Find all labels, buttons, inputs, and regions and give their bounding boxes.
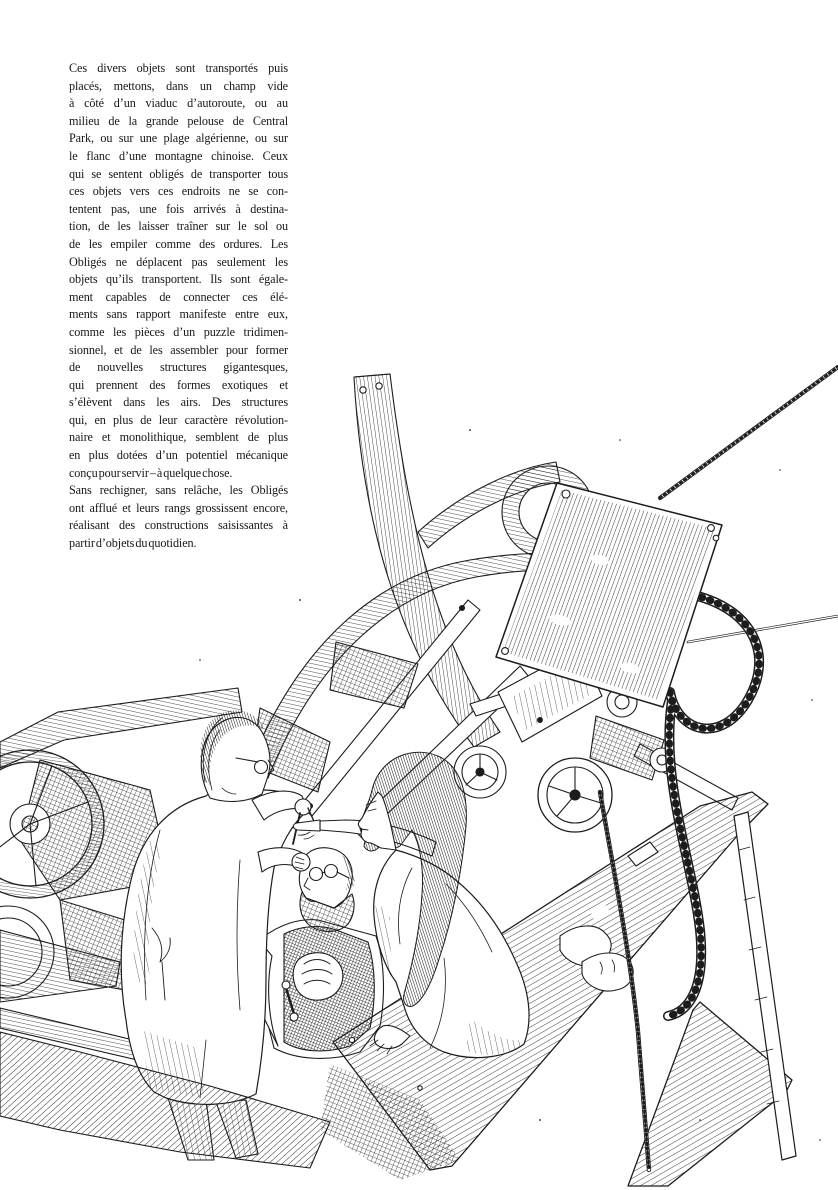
text-line: en plus dotées d’un potentiel mécanique (69, 448, 288, 463)
text-line: placés, mettons, dans un champ vide (69, 78, 288, 93)
taut-rope-upper (660, 367, 838, 498)
text-line: le flanc d’une montagne chinoise. Ceux (69, 148, 288, 163)
text-line: sionnel, et de les assembler pour former (69, 342, 288, 357)
text-line: à côté d’un viaduc d’autoroute, ou au (69, 96, 288, 111)
text-line: ces objets vers ces endroits ne se con- (69, 184, 288, 199)
text-line: naire et monolithique, semblent de plus (69, 430, 288, 445)
text-line: de les empiler comme des ordures. Les (69, 236, 288, 251)
text-line: s’élèvent dans les airs. Des structures (69, 395, 288, 410)
text-line: milieu de la grande pelouse de Central (69, 113, 288, 128)
text-line: réalisant des constructions saisissantes à (69, 518, 288, 533)
text-line: qui prennent des formes exotiques et (69, 377, 288, 392)
text-line: ment capables de connecter ces élé- (69, 289, 288, 304)
text-line: ont afflué et leurs rangs grossissent encore, (69, 500, 288, 515)
text-line: conçu pour servir – à quelque chose. (69, 465, 233, 480)
text-line: Ces divers objets sont transportés puis (69, 61, 288, 75)
text-line: tentent pas, une fois arrivés à destina- (69, 201, 288, 216)
text-line: de nouvelles structures gigantesques, (69, 360, 288, 375)
text-line: partir d’objets du quotidien. (69, 536, 197, 551)
text-line: objets qu’ils transportent. Ils sont égale- (69, 272, 288, 287)
thin-rod (688, 616, 838, 642)
text-line: Sans rechigner, sans relâche, les Obligés (69, 483, 288, 498)
text-line: qui se sentent obligés de transporter tous (69, 166, 288, 181)
text-line: ments sans rapport manifeste entre eux, (69, 307, 288, 322)
text-line: Obligés ne déplacent pas seulement les (69, 254, 288, 269)
text-line: Park, ou sur une plage algérienne, ou sur (69, 131, 288, 146)
text-line: comme les pièces d’un puzzle tridimen- (69, 324, 288, 339)
text-line: qui, en plus de leur caractère révolution- (69, 412, 288, 427)
text-line: tion, de les laisser traîner sur le sol ou (69, 219, 288, 234)
